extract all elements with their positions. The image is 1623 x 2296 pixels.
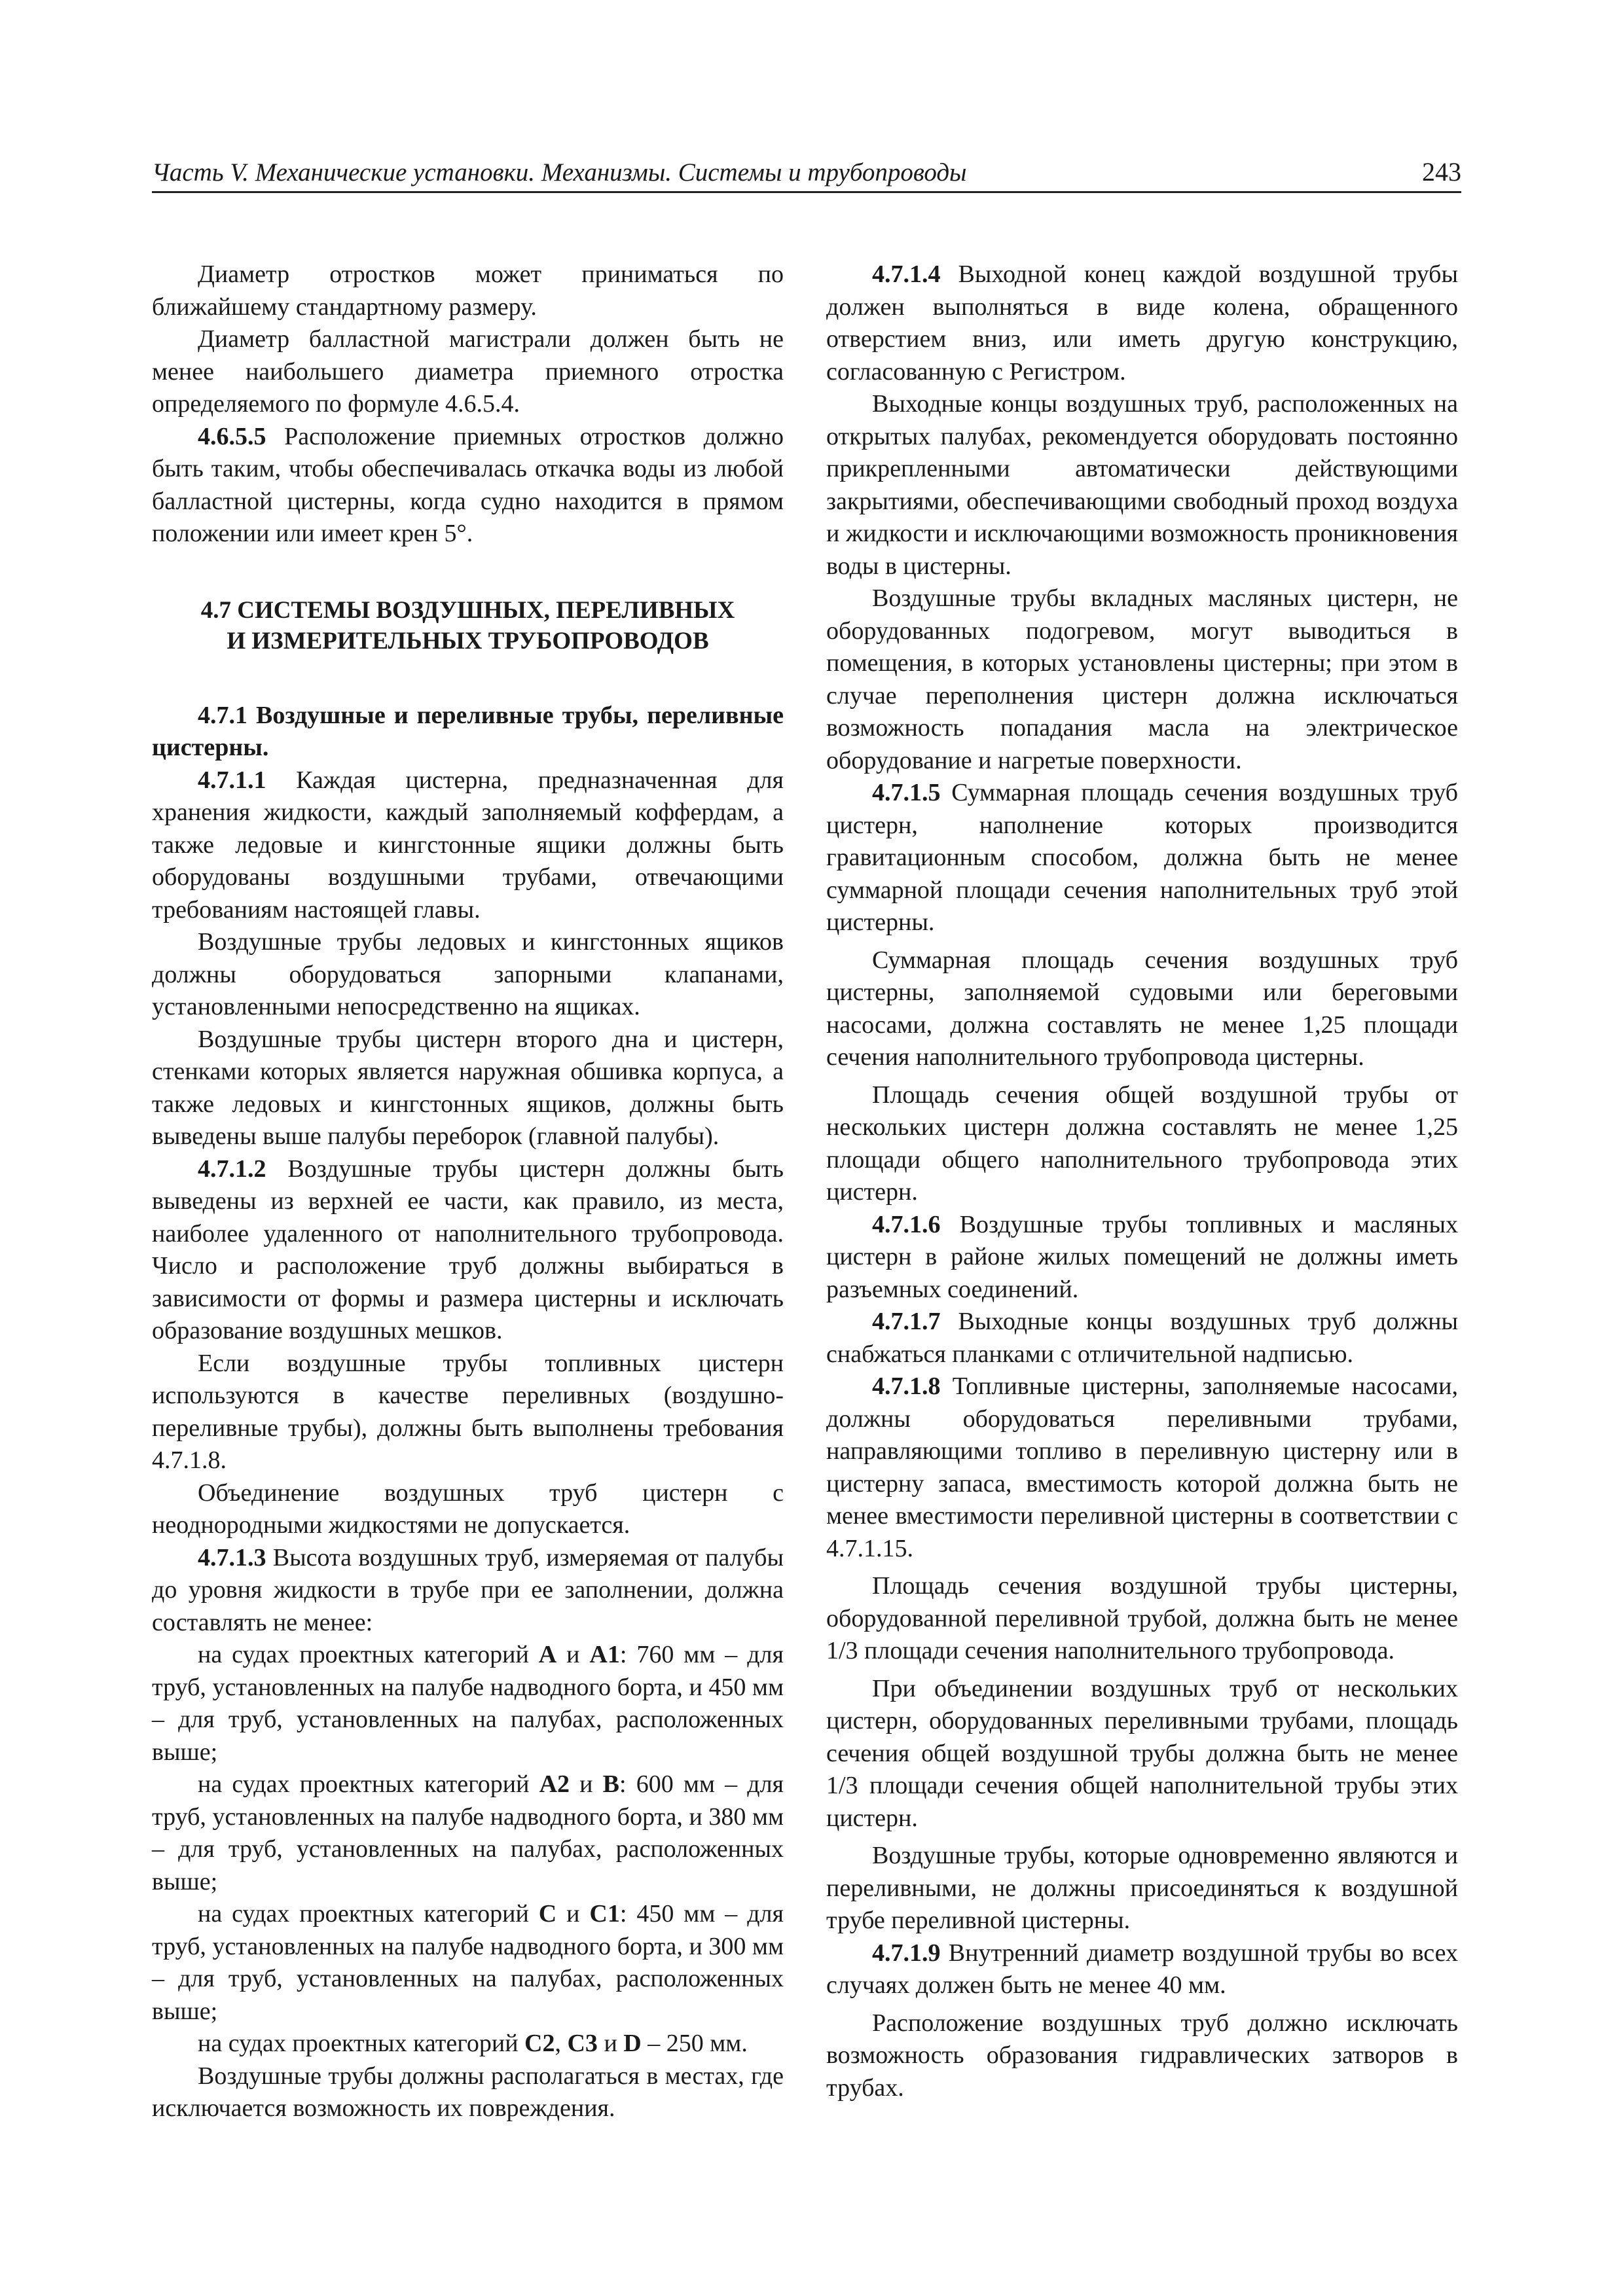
category-code: А1 xyxy=(589,1641,620,1668)
clause-number: 4.7.1.3 xyxy=(198,1543,266,1571)
section-heading-line: И ИЗМЕРИТЕЛЬНЫХ ТРУБОПРОВОДОВ xyxy=(227,627,709,655)
category-code: С1 xyxy=(589,1900,620,1928)
section-heading-line: 4.7 СИСТЕМЫ ВОЗДУШНЫХ, ПЕРЕЛИВНЫХ xyxy=(200,596,735,624)
paragraph xyxy=(152,421,784,550)
category-item xyxy=(152,1898,784,2028)
clause-text: Топливные цистерны, заполняемые насосами, должны оборудоваться переливными трубами, направляющими топливо в переливную цистерну или в цистерну запаса, вместимость которой должна быть не менее вместимости переливной цистерны в соответствии с 4.7.1.15. xyxy=(826,1372,1458,1562)
paragraph: Диаметр отростков может приниматься по ближайшему стандартному размеру. xyxy=(152,260,784,321)
paragraph xyxy=(826,1209,1458,1306)
clause-number: 4.7.1.5 xyxy=(872,779,941,806)
clause-number: 4.7.1.8 xyxy=(872,1372,941,1400)
running-header xyxy=(152,152,1461,193)
category-text: : 760 мм – для труб, установленных на палубе надводного борта, и 450 мм – для труб, установленных на палубах, расположенных выше; xyxy=(152,1641,784,1766)
paragraph: Объединение воздушных труб цистерн с неоднородными жидкостями не допускается. xyxy=(152,1479,784,1539)
category-text: и xyxy=(597,2030,624,2057)
clause-text: Воздушные трубы цистерн должны быть выведены из верхней ее части, как правило, из места, наиболее удаленного от наполнительного трубопровода. Число и расположение труб должны выбираться в зависимости от формы и размера цистерны и исключать образование воздушных мешков. xyxy=(152,1155,784,1344)
category-text: на судах проектных категорий xyxy=(198,1641,539,1668)
paragraph: Площадь сечения воздушной трубы цистерны, оборудованной переливной трубой, должна быть не менее 1/3 площади сечения наполнительного трубопровода. xyxy=(826,1572,1458,1664)
paragraph xyxy=(826,259,1458,388)
category-item xyxy=(152,1768,784,1898)
category-code: А2 xyxy=(539,1770,570,1798)
paragraph xyxy=(826,1306,1458,1371)
clause-number: 4.7.1.1 xyxy=(198,766,266,794)
category-text: на судах проектных категорий xyxy=(198,1900,539,1928)
paragraph: Воздушные трубы вкладных масляных цистерн, не оборудованных подогревом, могут выводиться в помещения, в которых установлены цистерны; при этом в случае переполнения цистерн должна исключаться возможность попадания масла на электрическое оборудование и нагретые поверхности. xyxy=(826,584,1458,774)
left-column xyxy=(152,259,784,2125)
clause-text: Выходной конец каждой воздушной трубы должен выполняться в виде колена, обращенного отверстием вниз, или иметь другую конструкцию, согласованную с Регистром. xyxy=(826,260,1458,386)
paragraph: Воздушные трубы цистерн второго дна и цистерн, стенками которых является наружная обшивка корпуса, а также ледовых и кингстонных ящиков, должны быть выведены выше палубы переборок (главной палубы). xyxy=(152,1025,784,1150)
paragraph: Диаметр балластной магистрали должен быть не менее наибольшего диаметра приемного отростка определяемого по формуле 4.6.5.4. xyxy=(152,325,784,418)
category-code: С3 xyxy=(567,2030,598,2057)
paragraph: При объединении воздушных труб от нескольких цистерн, оборудованных переливными трубами, площадь сечения общей воздушной трубы должна быть не менее 1/3 площади сечения общей наполнительной трубы этих цистерн. xyxy=(826,1674,1458,1832)
paragraph: Воздушные трубы, которые одновременно являются и переливными, не должны присоединяться к воздушной трубе переливной цистерны. xyxy=(826,1842,1458,1934)
paragraph xyxy=(152,764,784,927)
category-text: : 450 мм – для труб, установленных на палубе надводного борта, и 300 мм – для труб, установленных на палубах, расположенных выше; xyxy=(152,1900,784,2025)
header-title: Часть V. Механические установки. Механизмы. Системы и трубопроводы xyxy=(152,158,967,187)
clause-text: Высота воздушных труб, измеряемая от палубы до уровня жидкости в трубе при ее заполнении, должна составлять не менее: xyxy=(152,1543,784,1636)
right-column xyxy=(826,259,1458,2104)
clause-number: 4.7.1.2 xyxy=(198,1155,266,1183)
category-text: – 250 мм. xyxy=(641,2030,748,2057)
clause-text: Внутренний диаметр воздушной трубы во всех случаях должен быть не менее 40 мм. xyxy=(826,1939,1458,1999)
section-heading xyxy=(152,595,784,656)
category-item xyxy=(152,1639,784,1768)
category-text: , xyxy=(555,2030,568,2057)
category-code: D xyxy=(623,2030,642,2057)
clause-text: Суммарная площадь сечения воздушных труб цистерн, наполнение которых производится гравитационным способом, должна быть не менее суммарной площади сечения наполнительных труб этой цистерны. xyxy=(826,779,1458,936)
category-text: : 600 мм – для труб, установленных на палубе надводного борта, и 380 мм – для труб, установленных на палубах, расположенных выше; xyxy=(152,1770,784,1895)
paragraph xyxy=(826,1937,1458,2002)
clause-text: Расположение приемных отростков должно быть таким, чтобы обеспечивалась откачка воды из любой балластной цистерны, когда судно находится в прямом положении или имеет крен 5°. xyxy=(152,422,784,547)
paragraph: Воздушные трубы ледовых и кингстонных ящиков должны оборудоваться запорными клапанами, установленными непосредственно на ящиках. xyxy=(152,928,784,1020)
paragraph: Выходные концы воздушных труб, расположенных на открытых палубах, рекомендуется оборудовать постоянно прикрепленными автоматически действующими закрытиями, обеспечивающими свободный проход воздуха и жидкости и исключающими возможность проникновения воды в цистерны. xyxy=(826,390,1458,580)
clause-number: 4.7.1.9 xyxy=(872,1939,941,1967)
subsection-heading: 4.7.1 Воздушные и переливные трубы, переливные цистерны. xyxy=(152,701,784,761)
category-text: на судах проектных категорий xyxy=(198,2030,525,2057)
page-number: 243 xyxy=(1422,157,1461,187)
clause-number: 4.7.1.6 xyxy=(872,1210,941,1238)
paragraph xyxy=(152,1153,784,1348)
clause-number: 4.6.5.5 xyxy=(198,422,266,450)
clause-text: Каждая цистерна, предназначенная для хранения жидкости, каждый заполняемый коффердам, а также ледовые и кингстонные ящики должны быть оборудованы воздушными трубами, отвечающими требованиям настоящей главы. xyxy=(152,766,784,924)
paragraph xyxy=(826,777,1458,939)
category-text: и xyxy=(556,1641,590,1668)
paragraph: Суммарная площадь сечения воздушных труб цистерны, заполняемой судовыми или береговыми насосами, должна составлять не менее 1,25 площади сечения наполнительного трубопровода цистерны. xyxy=(826,946,1458,1071)
paragraph: Если воздушные трубы топливных цистерн используются в качестве переливных (воздушно-переливные трубы), должны быть выполнены требования 4.7.1.8. xyxy=(152,1349,784,1474)
category-text: и xyxy=(570,1770,603,1798)
paragraph: Воздушные трубы должны располагаться в местах, где исключается возможность их повреждения. xyxy=(152,2062,784,2122)
clause-text: Выходные концы воздушных труб должны снабжаться планками с отличительной надписью. xyxy=(826,1308,1458,1368)
paragraph xyxy=(826,1371,1458,1565)
clause-text: Воздушные трубы топливных и масляных цистерн в районе жилых помещений не должны иметь разъемных соединений. xyxy=(826,1210,1458,1303)
clause-number: 4.7.1.4 xyxy=(872,260,941,288)
category-code: А xyxy=(538,1641,557,1668)
category-code: С xyxy=(538,1900,557,1928)
category-text: на судах проектных категорий xyxy=(198,1770,539,1798)
category-code: С2 xyxy=(524,2030,555,2057)
paragraph xyxy=(152,1542,784,1640)
category-item xyxy=(152,2028,784,2060)
category-code: В xyxy=(602,1770,620,1798)
category-text: и xyxy=(556,1900,590,1928)
paragraph: Расположение воздушных труб должно исключать возможность образования гидравлических затворов в трубах. xyxy=(826,2009,1458,2102)
paragraph: Площадь сечения общей воздушной трубы от нескольких цистерн должна составлять не менее 1,25 площади общего наполнительного трубопровода этих цистерн. xyxy=(826,1081,1458,1206)
clause-number: 4.7.1.7 xyxy=(872,1308,941,1335)
